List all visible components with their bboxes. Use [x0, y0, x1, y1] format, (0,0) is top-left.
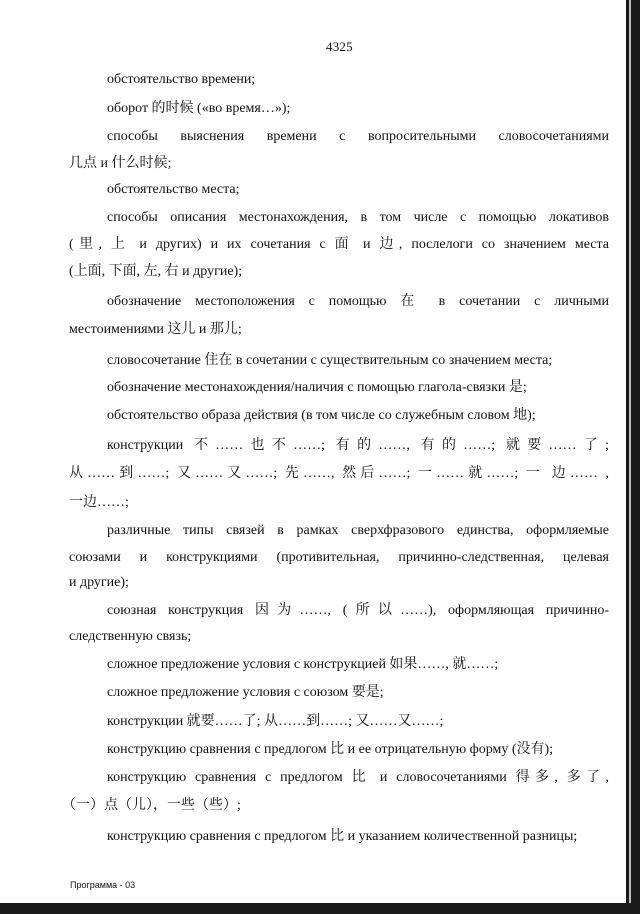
text-line: сложное предложение условия с союзом 要是; [107, 685, 384, 700]
scan-border-right [626, 0, 640, 914]
footer-label: Программа - 03 [70, 880, 136, 890]
text-line: союзами и конструкциями (противительная, причинно-следственная, целевая [69, 550, 609, 565]
page-number: 4325 [326, 39, 353, 54]
text-line: конструкцию сравнения с предлогом 比 и указанием количественной разницы; [107, 829, 578, 844]
text-line: (里, 上 и других) и их сочетания с 面 и 边, послелоги со значением места [69, 237, 609, 252]
text-line: способы выяснения времени с вопросительными словосочетаниями [107, 129, 609, 144]
text-line: и другие); [69, 575, 129, 590]
text-line: сложное предложение условия с конструкцией 如果……, 就……; [107, 657, 499, 672]
text-line: союзная конструкция 因为……, (所以……), оформляющая причинно- [107, 603, 609, 618]
text-line: оборот 的时候 («во время…»); [107, 101, 291, 116]
text-line: 从……到……; 又……又……; 先……, 然后……; 一……就……; 一 边…… , [69, 466, 609, 481]
text-line: обстоятельство образа действия (в том числе со служебным словом 地); [107, 408, 536, 423]
text-line: 一边……; [69, 495, 129, 510]
scan-border-bottom [0, 903, 640, 914]
text-line: конструкцию сравнения с предлогом 比 и словосочетаниями 得多, 多了, [107, 770, 609, 785]
text-line: обстоятельство места; [107, 182, 240, 197]
text-line: различные типы связей в рамках сверхфразового единства, оформляемые [107, 523, 609, 538]
text-line: конструкцию сравнения с предлогом 比 и ее отрицательную форму (没有); [107, 742, 554, 757]
text-line: обстоятельство времени; [107, 72, 256, 87]
text-line: обозначение местоположения с помощью 在 в сочетании с личными [107, 294, 609, 309]
text-line: способы описания местонахождения, в том числе с помощью локативов [107, 210, 609, 225]
text-line: словосочетание 住在 в сочетании с существительным со значением места; [107, 353, 553, 368]
text-line: （一）点（儿），一些（些）; [62, 798, 241, 813]
text-line: (上面, 下面, 左, 右 и другие); [69, 264, 243, 279]
text-line: 几点 и 什么时候; [69, 156, 172, 171]
text-line: конструкции 就要……了; 从……到……; 又……又……; [107, 714, 444, 729]
text-line: обозначение местонахождения/наличия с помощью глагола-связки 是; [107, 380, 527, 395]
text-line: конструкции 不……也不……; 有的……, 有的……; 就要……了; [107, 438, 609, 453]
text-line: следственную связь; [69, 629, 192, 644]
text-line: местоимениями 这儿 и 那儿; [69, 322, 242, 337]
